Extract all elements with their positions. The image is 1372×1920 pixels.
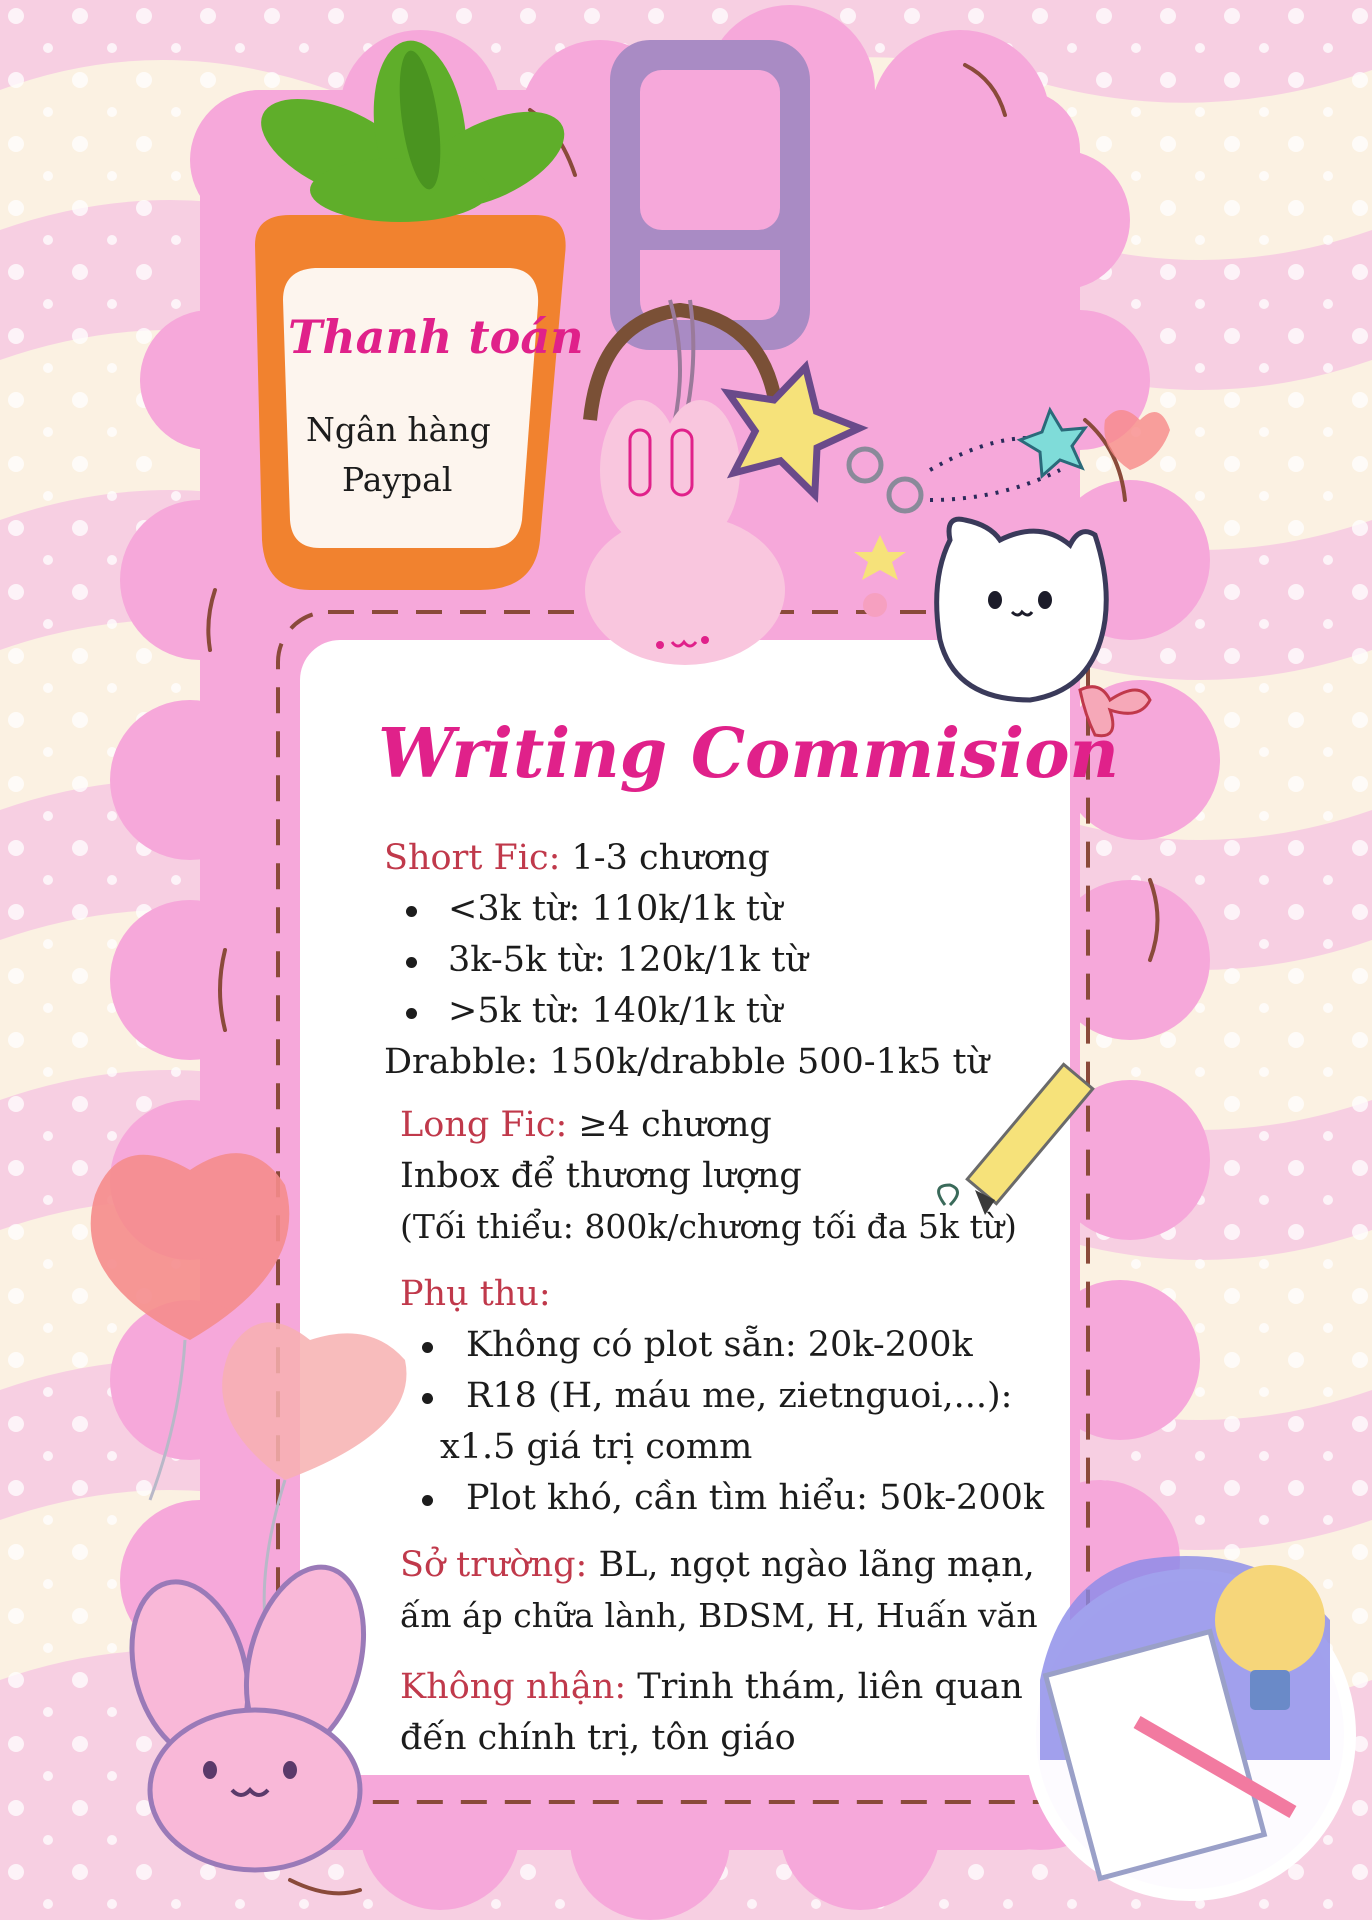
bullet [406,906,417,917]
surcharge-item: R18 (H, máu me, zietnguoi,...): [466,1376,1013,1416]
bullet [406,957,417,968]
payment-title: Thanh toán [288,310,584,364]
not-accepted-label: Không nhận: [400,1667,627,1707]
strengths-line-1 [400,1545,1035,1585]
payment-method-paypal: Paypal [342,460,453,499]
payment-method-bank: Ngân hàng [306,410,491,449]
bullet [422,1342,433,1353]
surcharge-item: Không có plot sẵn: 20k-200k [466,1325,973,1365]
bullet [422,1393,433,1404]
long-fic-line: (Tối thiểu: 800k/chương tối đa 5k từ) [400,1207,1017,1246]
long-fic-heading [400,1105,772,1145]
surcharge-item: Plot khó, cần tìm hiểu: 50k-200k [466,1478,1045,1518]
notebook-lightbulb-icon [1030,1556,1350,1895]
drabble-price: Drabble: 150k/drabble 500-1k5 từ [384,1042,990,1082]
bullet [422,1495,433,1506]
not-accepted-text: Trinh thám, liên quan [637,1667,1023,1707]
strengths-text: BL, ngọt ngào lãng mạn, [598,1545,1035,1585]
short-fic-item: >5k từ: 140k/1k từ [448,991,783,1031]
not-accepted-line-1 [400,1667,1023,1707]
long-fic-line: Inbox để thương lượng [400,1156,802,1196]
short-fic-value: 1-3 chương [571,838,770,878]
surcharge-label: Phụ thu: [400,1274,551,1314]
page-title: Writing Commision [378,714,1119,794]
strengths-line-2: ấm áp chữa lành, BDSM, H, Huấn văn [400,1596,1038,1635]
short-fic-item: 3k-5k từ: 120k/1k từ [448,940,808,980]
short-fic-item: <3k từ: 110k/1k từ [448,889,783,929]
long-fic-value: ≥4 chương [578,1105,772,1145]
short-fic-label: Short Fic: [384,838,561,878]
not-accepted-line-2: đến chính trị, tôn giáo [400,1718,796,1758]
short-fic-heading [384,838,770,878]
surcharge-r18-continued: x1.5 giá trị comm [440,1427,753,1467]
bullet [406,1008,417,1019]
strengths-label: Sở trường: [400,1545,588,1585]
long-fic-label: Long Fic: [400,1105,568,1145]
